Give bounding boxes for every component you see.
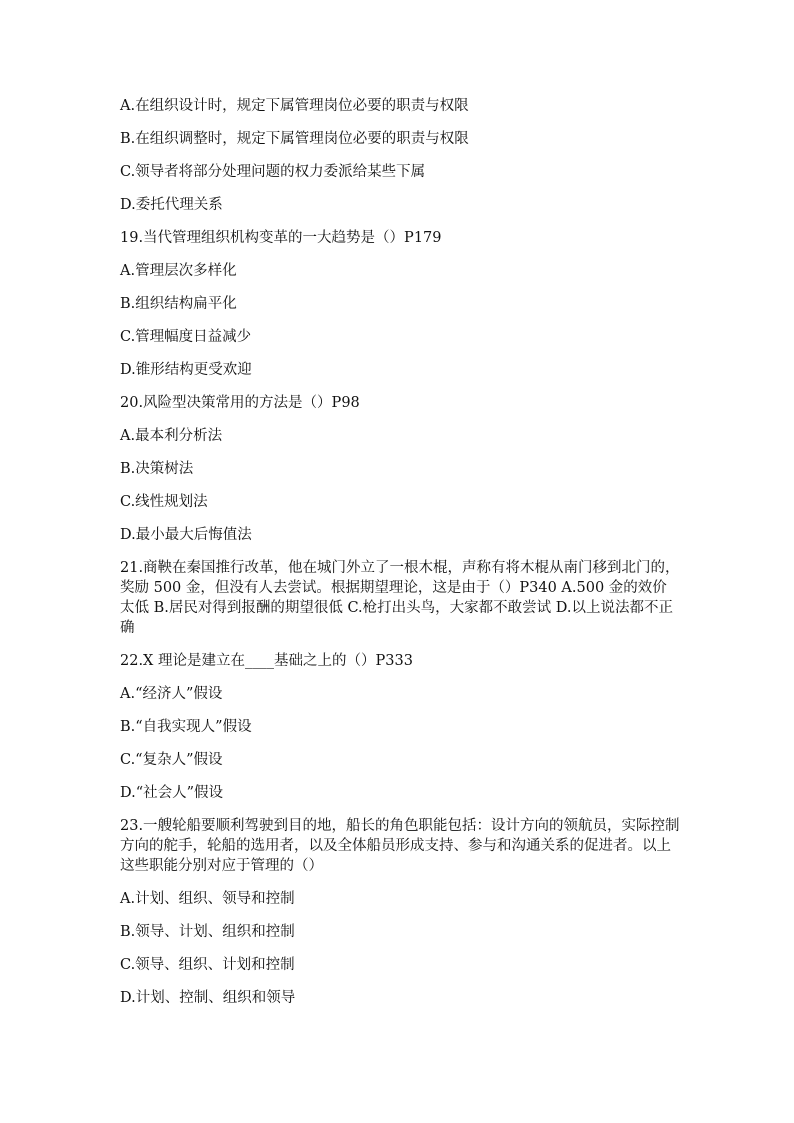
question-20-option-c: C.线性规划法 — [120, 494, 208, 510]
question-19: 19.当代管理组织机构变革的一大趋势是（）P179 — [120, 230, 442, 246]
question-19-option-c: C.管理幅度日益减少 — [120, 329, 252, 345]
question-22: 22.X 理论是建立在____基础之上的（）P333 — [120, 653, 413, 669]
question-23-option-b: B.领导、计划、组织和控制 — [120, 924, 295, 940]
option-d-text: D.委托代理关系 — [120, 197, 223, 213]
option-b-text: B.在组织调整时，规定下属管理岗位必要的职责与权限 — [120, 131, 469, 147]
question-22-option-a: A.“经济人”假设 — [120, 686, 223, 702]
question-22-option-b: B.“自我实现人”假设 — [120, 719, 252, 735]
question-21-with-options: 21.商鞅在秦国推行改革，他在城门外立了一根木棍，声称有将木棍从南门移到北门的，奖励 500 金，但没有人去尝试。根据期望理论，这是由于（）P340 A.500 金的效价太低 B.居民对得到报酬的期望很低 C.枪打出头鸟，大家都不敢尝试 D.以上说法都不正确 — [120, 560, 680, 636]
question-20-option-a: A.最本利分析法 — [120, 428, 223, 444]
question-22-option-c: C.“复杂人”假设 — [120, 752, 223, 768]
option-a-text: A.在组织设计时，规定下属管理岗位必要的职责与权限 — [120, 98, 469, 114]
question-19-option-b: B.组织结构扁平化 — [120, 296, 237, 312]
question-23-option-c: C.领导、组织、计划和控制 — [120, 957, 295, 973]
question-22-option-d: D.“社会人”假设 — [120, 785, 224, 801]
question-23: 23.一艘轮船要顺利驾驶到目的地，船长的角色职能包括：设计方向的领航员，实际控制方向的舵手，轮船的选用者，以及全体船员形成支持、参与和沟通关系的促进者。以上这些职能分别对应于管理的（） — [120, 818, 680, 874]
question-20-option-b: B.决策树法 — [120, 461, 194, 477]
question-23-option-a: A.计划、组织、领导和控制 — [120, 891, 295, 907]
question-23-option-d: D.计划、控制、组织和领导 — [120, 990, 296, 1006]
option-c-text: C.领导者将部分处理问题的权力委派给某些下属 — [120, 164, 426, 180]
document-body — [120, 96, 680, 1021]
question-19-option-a: A.管理层次多样化 — [120, 263, 237, 279]
question-20: 20.风险型决策常用的方法是（）P98 — [120, 395, 360, 411]
question-19-option-d: D.锥形结构更受欢迎 — [120, 362, 252, 378]
question-20-option-d: D.最小最大后悔值法 — [120, 527, 252, 543]
